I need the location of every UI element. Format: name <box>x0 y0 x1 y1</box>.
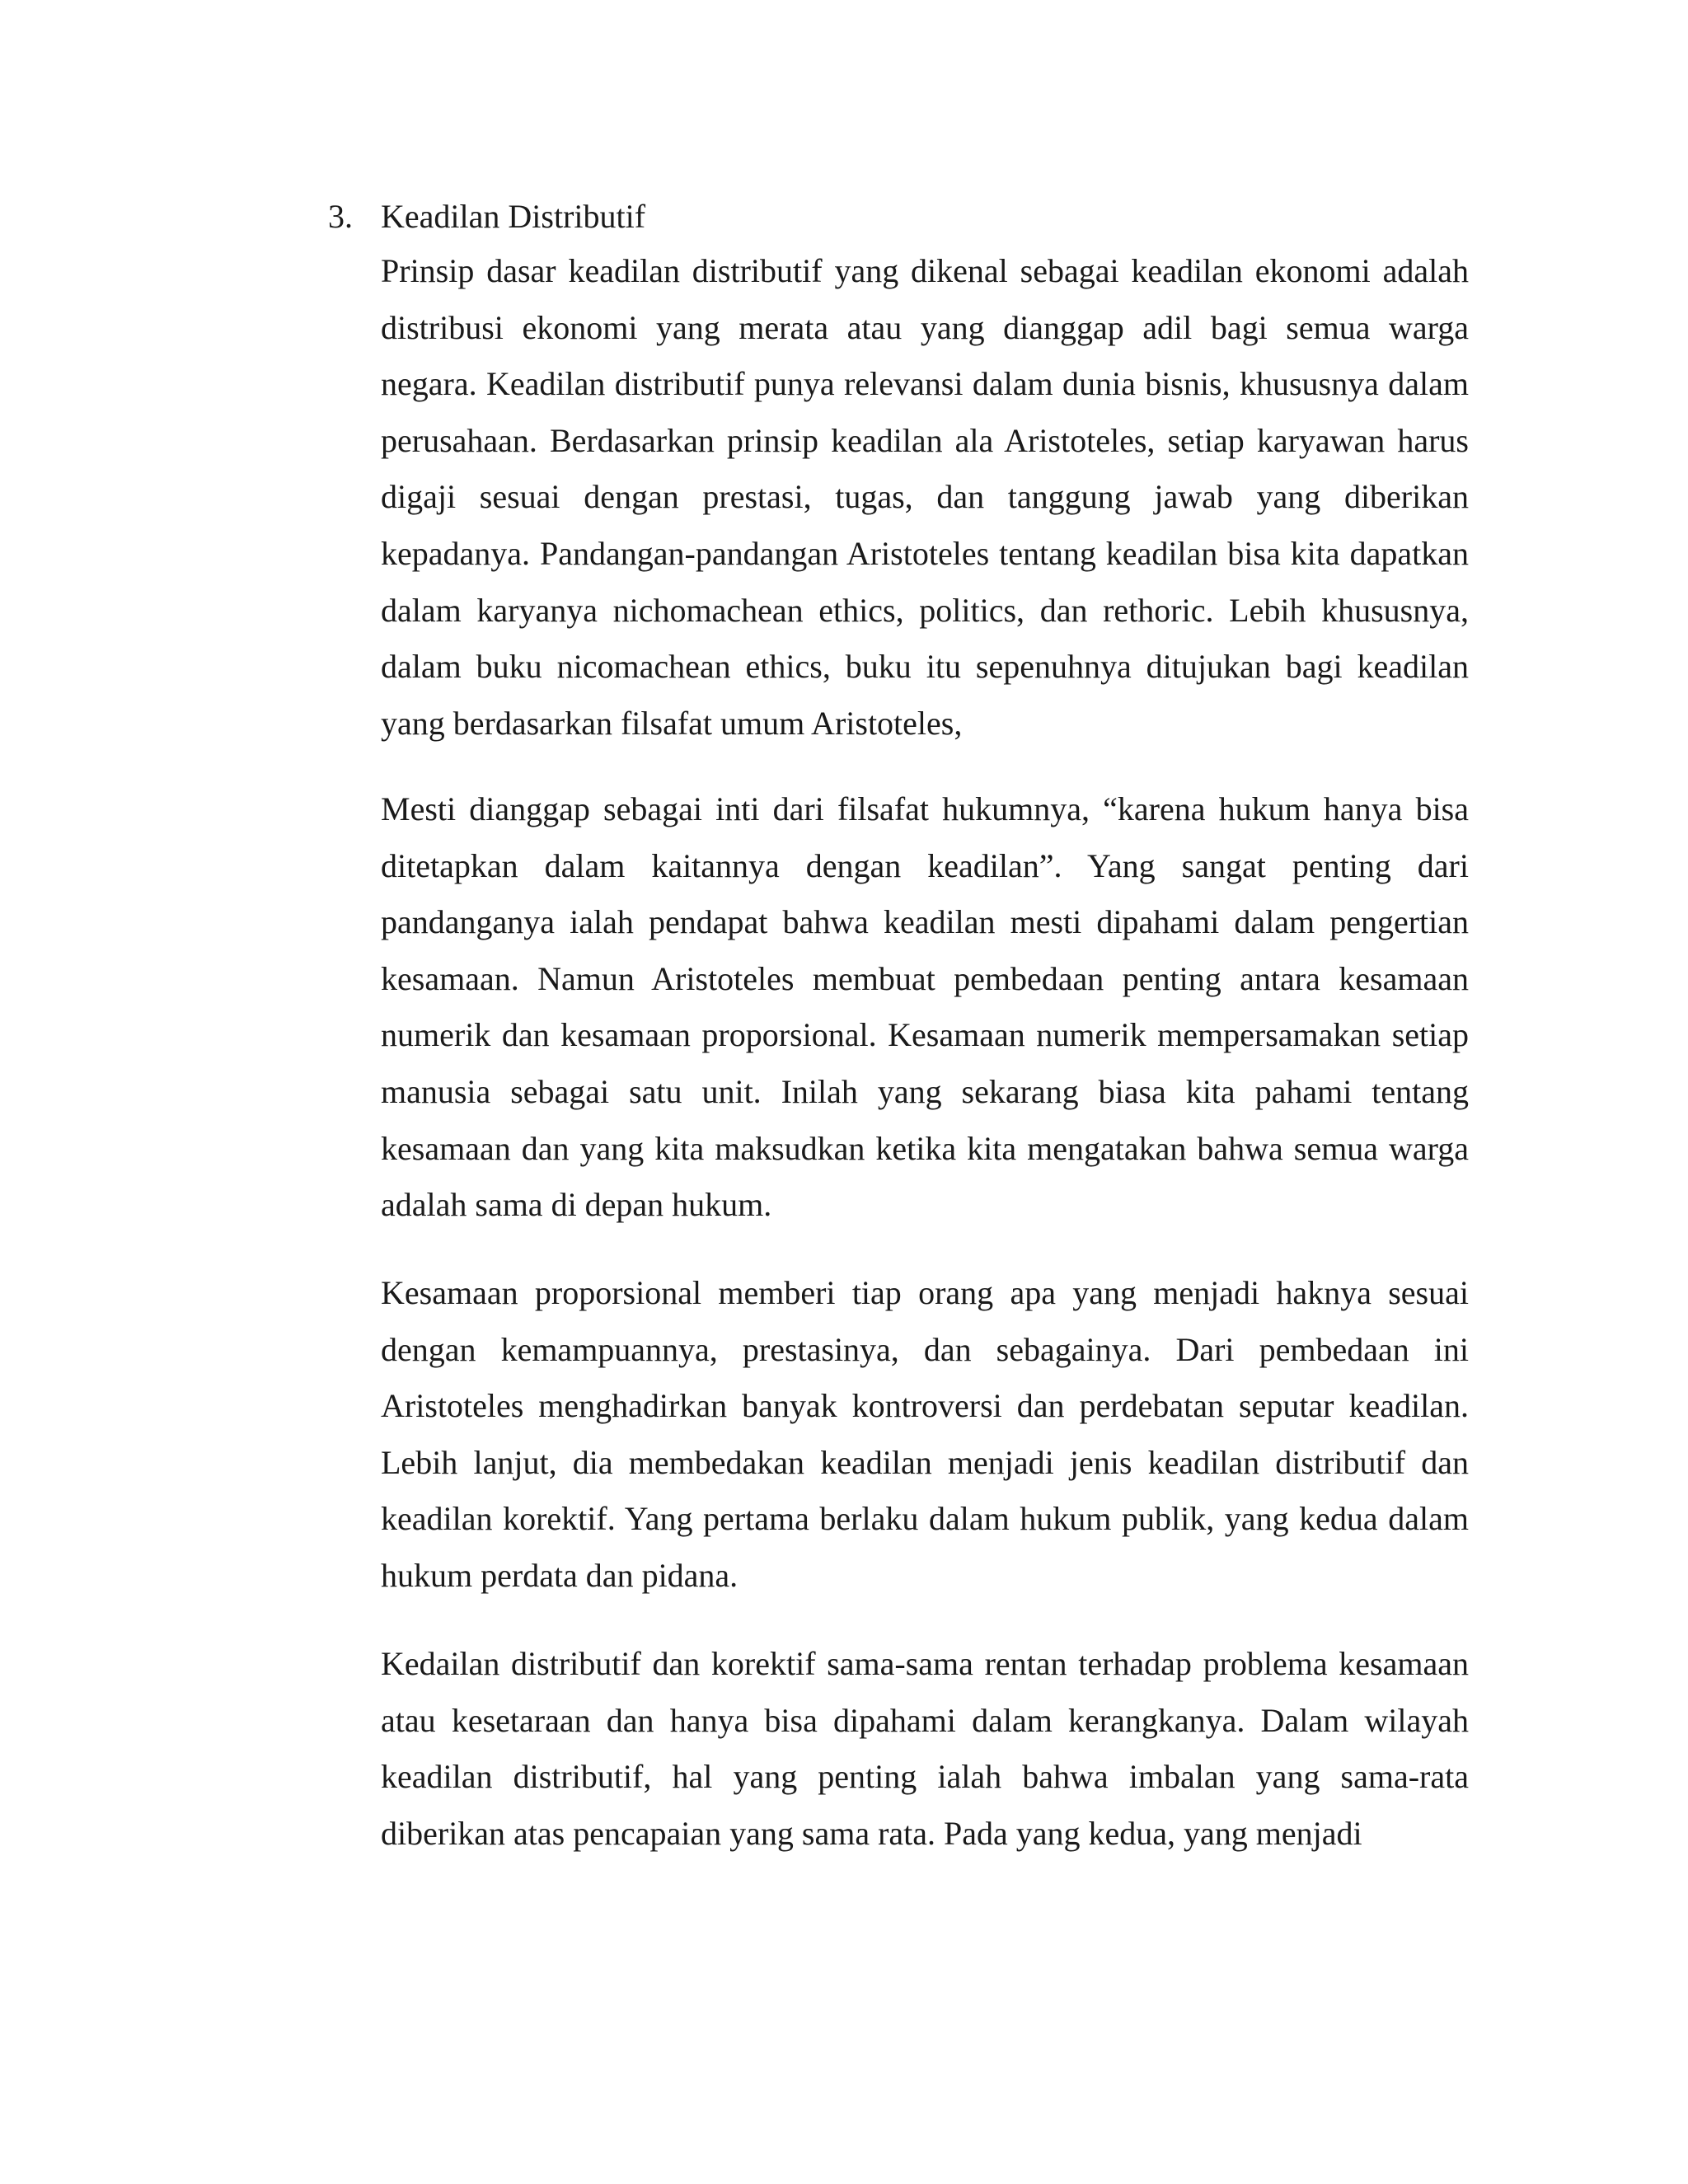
section-number: 3. <box>328 198 353 235</box>
paragraph-1: Prinsip dasar keadilan distributif yang dikenal sebagai keadilan ekonomi adalah distribusi ekonomi yang merata atau yang dianggap adil bagi semua warga negara. Keadilan distributif punya relevansi dalam dunia bisnis, khususnya dalam perusahaan. Berdasarkan prinsip keadilan ala Aristoteles, setiap karyawan harus digaji sesuai dengan prestasi, tugas, dan tanggung jawab yang diberikan kepadanya. Pandangan-pandangan Aristoteles tentang keadilan bisa kita dapatkan dalam karyanya nichomachean ethics, politics, dan rethoric. Lebih khususnya, dalam buku nicomachean ethics, buku itu sepenuhnya ditujukan bagi keadilan yang berdasarkan filsafat umum Aristoteles, <box>381 252 1469 742</box>
paragraph-4: Kedailan distributif dan korektif sama-sama rentan terhadap problema kesamaan atau kesetaraan dan hanya bisa dipahami dalam kerangkanya. Dalam wilayah keadilan distributif, hal yang penting ialah bahwa imbalan yang sama-rata diberikan atas pencapaian yang sama rata. Pada yang kedua, yang menjadi <box>381 1645 1469 1852</box>
paragraph-3: Kesamaan proporsional memberi tiap orang apa yang menjadi haknya sesuai dengan kemampuannya, prestasinya, dan sebagainya. Dari pembedaan ini Aristoteles menghadirkan banyak kontroversi dan perdebatan seputar keadilan. Lebih lanjut, dia membedakan keadilan menjadi jenis keadilan distributif dan keadilan korektif. Yang pertama berlaku dalam hukum publik, yang kedua dalam hukum perdata dan pidana. <box>381 1274 1469 1594</box>
paragraph-2: Mesti dianggap sebagai inti dari filsafat hukumnya, “karena hukum hanya bisa ditetapkan dalam kaitannya dengan keadilan”. Yang sangat penting dari pandanganya ialah pendapat bahwa keadilan mesti dipahami dalam pengertian kesamaan. Namun Aristoteles membuat pembedaan penting antara kesamaan numerik dan kesamaan proporsional. Kesamaan numerik mempersamakan setiap manusia sebagai satu unit. Inilah yang sekarang biasa kita pahami tentang kesamaan dan yang kita maksudkan ketika kita mengatakan bahwa semua warga adalah sama di depan hukum. <box>381 790 1469 1224</box>
section-heading <box>328 194 645 239</box>
section-title: Keadilan Distributif <box>381 198 646 235</box>
